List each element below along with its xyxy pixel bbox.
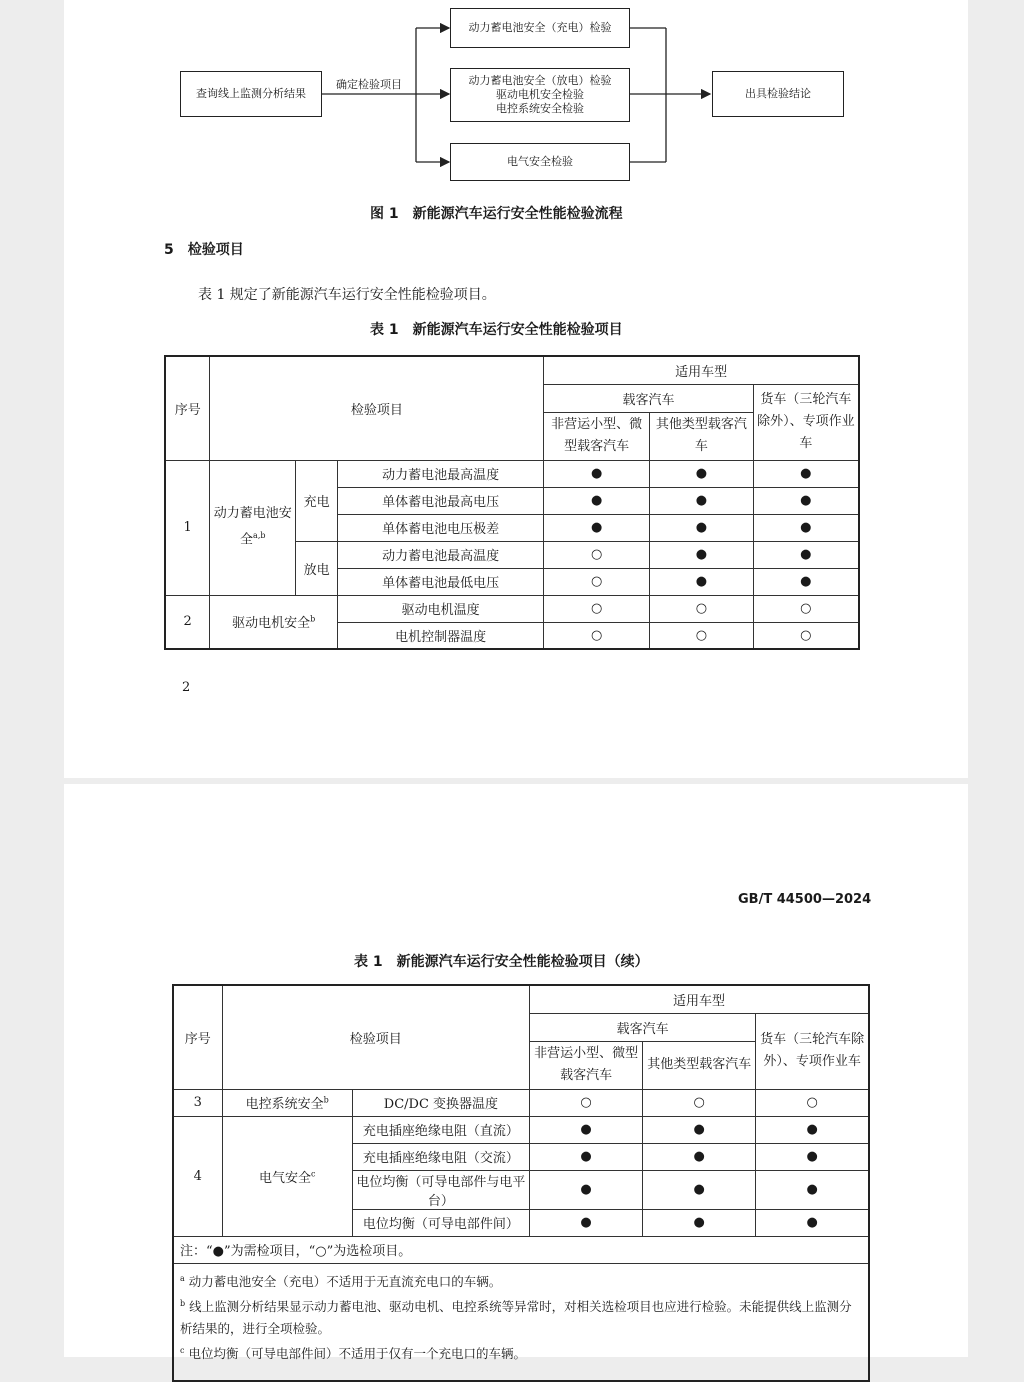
mark-cell: ●	[650, 514, 754, 541]
mark-cell: ●	[756, 1209, 869, 1236]
mark-cell: ●	[530, 1209, 643, 1236]
group-name	[210, 460, 296, 595]
mark-cell: ○	[650, 622, 754, 649]
mark-cell: ●	[650, 460, 754, 487]
group-name	[210, 595, 338, 649]
flow-branch-charging	[450, 8, 630, 48]
mark-cell: ●	[753, 568, 859, 595]
inspection-table-continued	[172, 984, 870, 1382]
header-passenger: 载客汽车	[544, 384, 753, 412]
item-cell: 电位均衡（可导电部件与电平台）	[352, 1170, 529, 1209]
group-name-text: 电控系统安全	[245, 1097, 324, 1112]
mark-cell: ○	[756, 1089, 869, 1116]
header-item: 检验项目	[210, 356, 544, 460]
flow-start-label: 查询线上监测分析结果	[196, 87, 306, 100]
flow-start-box	[180, 71, 322, 117]
subgroup-charging: 充电	[296, 460, 338, 541]
section-paragraph: 表 1 规定了新能源汽车运行安全性能检验项目。	[198, 287, 496, 303]
item-cell: 动力蓄电池最高温度	[338, 460, 544, 487]
item-cell: 电机控制器温度	[338, 622, 544, 649]
header-col1: 非营运小型、微型载客汽车	[530, 1041, 643, 1089]
item-cell: 充电插座绝缘电阻（直流）	[352, 1116, 529, 1143]
header-col1: 非营运小型、微型载客汽车	[544, 412, 650, 460]
footnote-b	[180, 1293, 866, 1340]
flow-branch-line: 电控系统安全检验	[496, 102, 584, 115]
figure-caption: 图 1 新能源汽车运行安全性能检验流程	[370, 206, 623, 222]
header-col2: 其他类型载客汽车	[643, 1041, 756, 1089]
footnote-ref: c	[310, 1169, 316, 1179]
mark-cell: ●	[530, 1143, 643, 1170]
flow-branch-discharge	[450, 68, 630, 122]
mark-cell: ○	[643, 1089, 756, 1116]
document-page-1	[64, 0, 968, 778]
mark-cell: ●	[530, 1116, 643, 1143]
mark-cell: ●	[756, 1116, 869, 1143]
item-cell: 电位均衡（可导电部件间）	[352, 1209, 529, 1236]
document-page-2	[64, 784, 968, 1361]
mark-cell: ●	[643, 1143, 756, 1170]
row-seq: 3	[173, 1089, 222, 1116]
footnote-text: 电位均衡（可导电部件间）不适用于仅有一个充电口的车辆。	[188, 1345, 526, 1361]
mark-cell: ●	[753, 460, 859, 487]
flow-branch-line: 动力蓄电池安全（放电）检验	[468, 74, 612, 87]
mark-cell: ●	[530, 1170, 643, 1209]
footnote-text: 动力蓄电池安全（充电）不适用于无直流充电口的车辆。	[188, 1273, 502, 1289]
mark-cell: ●	[544, 460, 650, 487]
section-heading: 5 检验项目	[164, 242, 244, 258]
footnote-mark: c	[180, 1345, 185, 1355]
header-applicable: 适用车型	[544, 356, 859, 384]
header-item: 检验项目	[222, 985, 529, 1089]
subgroup-discharging: 放电	[296, 541, 338, 595]
page-number: 2	[182, 680, 191, 695]
mark-cell: ○	[544, 595, 650, 622]
mark-cell: ●	[650, 487, 754, 514]
footnote-ref: b	[310, 614, 316, 624]
group-name-text: 电气安全	[258, 1170, 311, 1186]
mark-cell: ●	[643, 1170, 756, 1209]
mark-cell: ●	[753, 514, 859, 541]
header-col3: 货车（三轮汽车除外）、专项作业车	[756, 1013, 869, 1089]
header-col3: 货车（三轮汽车除外）、专项作业车	[753, 384, 859, 460]
item-cell: 动力蓄电池最高温度	[338, 541, 544, 568]
flow-arrow-label: 确定检验项目	[336, 78, 402, 91]
inspection-table	[164, 355, 860, 650]
item-cell: 驱动电机温度	[338, 595, 544, 622]
footnote-text: 线上监测分析结果显示动力蓄电池、驱动电机、电控系统等异常时，对相关选检项目也应进行检验。未能提供线上监测分析结果的，进行全项检验。	[180, 1298, 852, 1336]
mark-cell: ○	[753, 595, 859, 622]
mark-cell: ○	[650, 595, 754, 622]
table-caption: 表 1 新能源汽车运行安全性能检验项目	[370, 322, 623, 338]
item-cell: 充电插座绝缘电阻（交流）	[352, 1143, 529, 1170]
footnote-mark: b	[180, 1298, 186, 1308]
group-name-text: 动力蓄电池安全	[213, 506, 292, 548]
header-passenger: 载客汽车	[530, 1013, 756, 1041]
flow-end-box	[712, 71, 844, 117]
item-cell: 单体蓄电池最低电压	[338, 568, 544, 595]
row-seq: 4	[173, 1116, 222, 1236]
mark-cell: ●	[756, 1170, 869, 1209]
header-seq: 序号	[173, 985, 222, 1089]
mark-cell: ●	[650, 568, 754, 595]
mark-cell: ○	[544, 541, 650, 568]
footnote-ref: b	[323, 1095, 329, 1105]
mark-cell: ●	[544, 514, 650, 541]
standard-number: GB/T 44500—2024	[738, 892, 872, 907]
row-seq: 1	[165, 460, 210, 595]
item-cell: 单体蓄电池最高电压	[338, 487, 544, 514]
mark-cell: ○	[753, 622, 859, 649]
mark-cell: ●	[650, 541, 754, 568]
mark-cell: ○	[544, 622, 650, 649]
flow-end-label: 出具检验结论	[745, 87, 811, 100]
group-name	[222, 1089, 352, 1116]
footnote-c	[180, 1340, 866, 1365]
mark-cell: ●	[753, 487, 859, 514]
mark-cell: ○	[544, 568, 650, 595]
footnote-mark: a	[180, 1273, 185, 1283]
header-seq: 序号	[165, 356, 210, 460]
mark-cell: ○	[530, 1089, 643, 1116]
header-col2: 其他类型载客汽车	[650, 412, 754, 460]
footnotes-cell	[173, 1263, 869, 1381]
row-seq: 2	[165, 595, 210, 649]
flow-branch-line: 驱动电机安全检验	[496, 88, 584, 101]
item-cell: 单体蓄电池电压极差	[338, 514, 544, 541]
table-note: 注：“●”为需检项目，“○”为选检项目。	[173, 1236, 869, 1263]
footnote-ref: a,b	[253, 531, 266, 541]
group-name-text: 驱动电机安全	[232, 616, 311, 632]
header-applicable: 适用车型	[530, 985, 870, 1013]
mark-cell: ●	[643, 1116, 756, 1143]
flow-branch-electric	[450, 143, 630, 181]
mark-cell: ●	[753, 541, 859, 568]
mark-cell: ●	[756, 1143, 869, 1170]
item-cell: DC/DC 变换器温度	[352, 1089, 529, 1116]
group-name	[222, 1116, 352, 1236]
mark-cell: ●	[643, 1209, 756, 1236]
footnote-a	[180, 1268, 866, 1293]
flow-branch-electric-label: 电气安全检验	[507, 155, 573, 168]
table-caption-continued: 表 1 新能源汽车运行安全性能检验项目（续）	[354, 954, 649, 970]
flow-branch-charging-label: 动力蓄电池安全（充电）检验	[468, 21, 612, 34]
mark-cell: ●	[544, 487, 650, 514]
